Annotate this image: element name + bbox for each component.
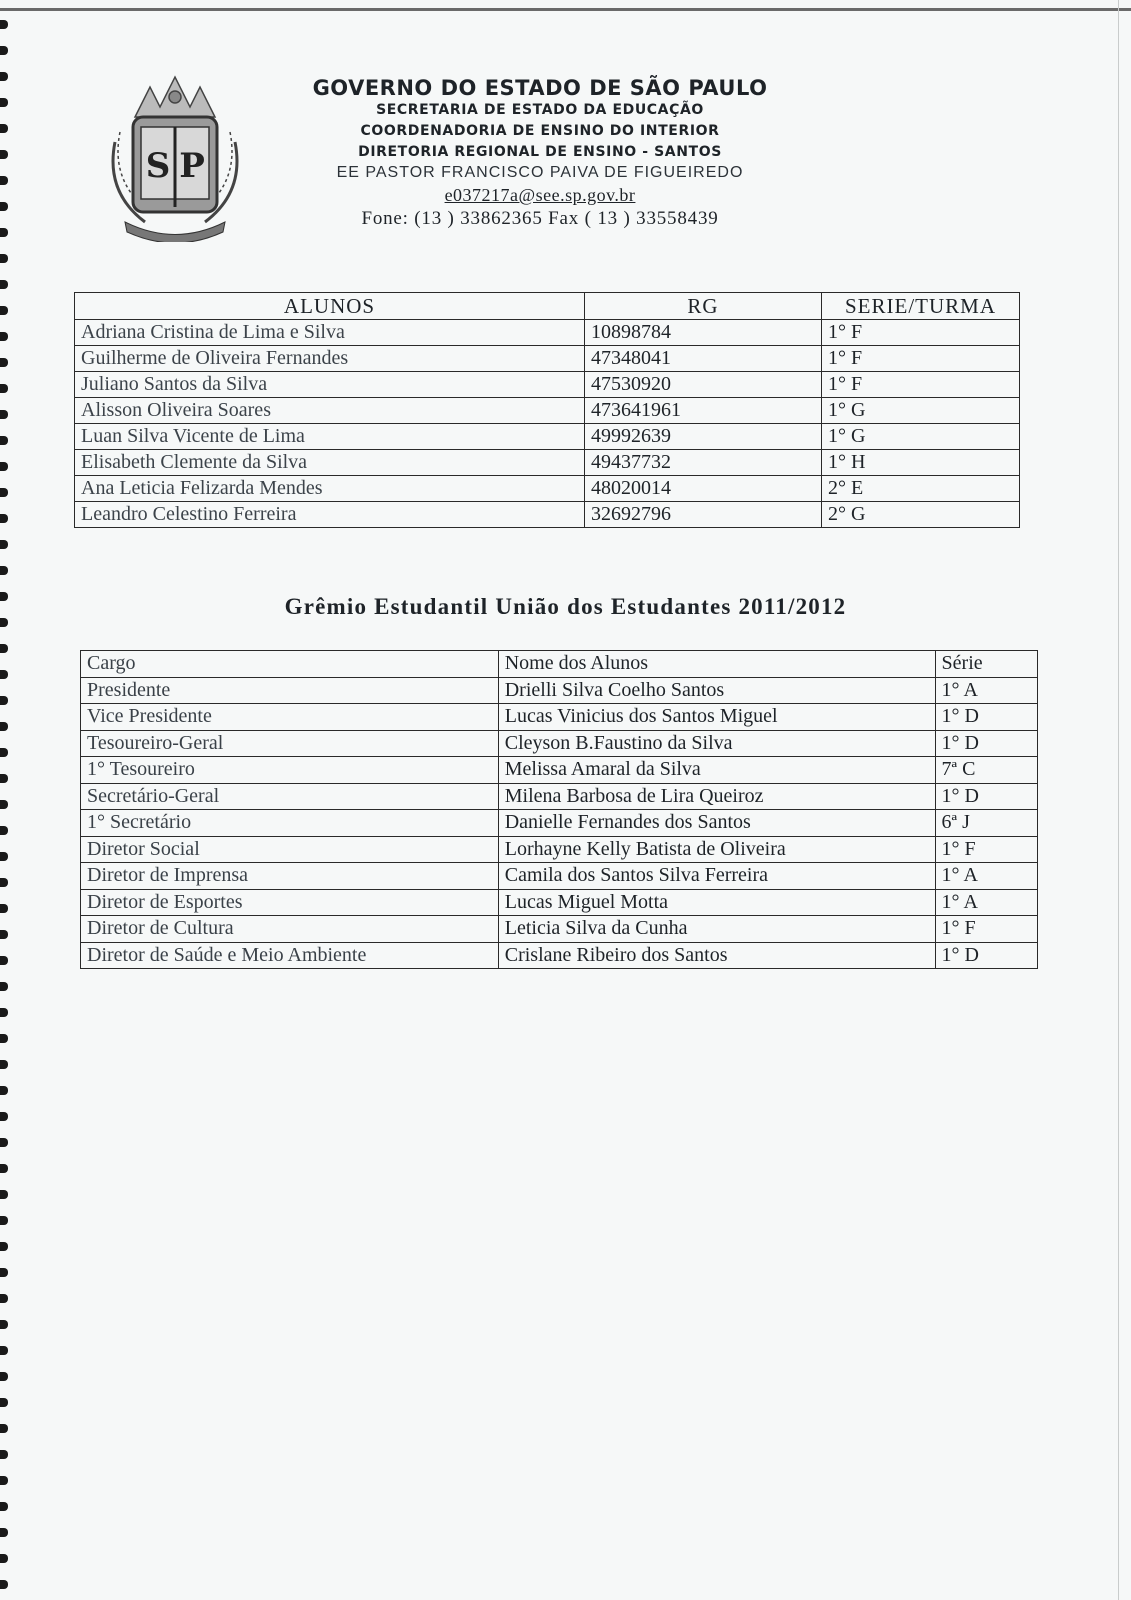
col-header-rg: RG xyxy=(585,293,822,320)
member-name: Drielli Silva Coelho Santos xyxy=(498,677,935,704)
binding-holes xyxy=(0,0,8,1600)
directorate-line: DIRETORIA REGIONAL DE ENSINO - SANTOS xyxy=(358,144,722,160)
col-header-serie: Série xyxy=(935,651,1037,678)
member-grade: 1° D xyxy=(935,704,1037,731)
student-rg: 32692796 xyxy=(585,502,822,528)
member-role: 1° Tesoureiro xyxy=(81,757,499,784)
member-grade: 7ª C xyxy=(935,757,1037,784)
student-name: Guilherme de Oliveira Fernandes xyxy=(75,346,585,372)
svg-text:P: P xyxy=(179,146,205,186)
students-table xyxy=(74,292,1020,528)
table-row xyxy=(81,677,1038,704)
member-role: Diretor Social xyxy=(81,836,499,863)
col-header-nome: Nome dos Alunos xyxy=(498,651,935,678)
student-class: 1° H xyxy=(822,450,1020,476)
col-header-cargo: Cargo xyxy=(81,651,499,678)
member-grade: 1° A xyxy=(935,863,1037,890)
table-row xyxy=(75,450,1020,476)
member-name: Leticia Silva da Cunha xyxy=(498,916,935,943)
member-name: Camila dos Santos Silva Ferreira xyxy=(498,863,935,890)
svg-text:S: S xyxy=(145,146,171,186)
student-rg: 49992639 xyxy=(585,424,822,450)
student-name: Juliano Santos da Silva xyxy=(75,372,585,398)
student-class: 2° G xyxy=(822,502,1020,528)
table-row xyxy=(81,730,1038,757)
member-role: Diretor de Imprensa xyxy=(81,863,499,890)
student-rg: 10898784 xyxy=(585,320,822,346)
table-row xyxy=(75,424,1020,450)
member-grade: 1° A xyxy=(935,677,1037,704)
col-header-serie-turma: SERIE/TURMA xyxy=(822,293,1020,320)
student-class: 1° G xyxy=(822,424,1020,450)
member-name: Cleyson B.Faustino da Silva xyxy=(498,730,935,757)
gremio-table xyxy=(80,650,1038,969)
member-grade: 1° F xyxy=(935,916,1037,943)
table-row xyxy=(81,863,1038,890)
col-header-alunos: ALUNOS xyxy=(75,293,585,320)
student-name: Ana Leticia Felizarda Mendes xyxy=(75,476,585,502)
table-row xyxy=(75,476,1020,502)
member-grade: 1° F xyxy=(935,836,1037,863)
table-row xyxy=(75,398,1020,424)
member-grade: 1° D xyxy=(935,942,1037,969)
member-grade: 1° D xyxy=(935,730,1037,757)
student-rg: 49437732 xyxy=(585,450,822,476)
gremio-title: Grêmio Estudantil União dos Estudantes 2011/2012 xyxy=(284,594,847,619)
member-name: Milena Barbosa de Lira Queiroz xyxy=(498,783,935,810)
student-name: Luan Silva Vicente de Lima xyxy=(75,424,585,450)
student-rg: 473641961 xyxy=(585,398,822,424)
member-role: Vice Presidente xyxy=(81,704,499,731)
member-name: Lucas Vinicius dos Santos Miguel xyxy=(498,704,935,731)
table-row xyxy=(81,836,1038,863)
student-rg: 47530920 xyxy=(585,372,822,398)
student-class: 2° E xyxy=(822,476,1020,502)
table-row xyxy=(81,704,1038,731)
student-name: Adriana Cristina de Lima e Silva xyxy=(75,320,585,346)
member-name: Danielle Fernandes dos Santos xyxy=(498,810,935,837)
member-role: Tesoureiro-Geral xyxy=(81,730,499,757)
sao-paulo-coat-of-arms-icon xyxy=(105,72,245,242)
table-row xyxy=(75,320,1020,346)
coordination-line: COORDENADORIA DE ENSINO DO INTERIOR xyxy=(360,123,720,139)
table-row xyxy=(75,502,1020,528)
table-row xyxy=(81,757,1038,784)
student-class: 1° G xyxy=(822,398,1020,424)
member-role: Diretor de Cultura xyxy=(81,916,499,943)
member-grade: 1° A xyxy=(935,889,1037,916)
member-role: Diretor de Esportes xyxy=(81,889,499,916)
table-row xyxy=(81,810,1038,837)
table-row xyxy=(81,942,1038,969)
member-name: Melissa Amaral da Silva xyxy=(498,757,935,784)
secretariat-line: SECRETARIA DE ESTADO DA EDUCAÇÃO xyxy=(376,102,704,118)
top-border xyxy=(0,8,1131,11)
right-border xyxy=(1118,0,1119,1600)
table-row xyxy=(81,783,1038,810)
student-name: Alisson Oliveira Soares xyxy=(75,398,585,424)
table-row xyxy=(75,346,1020,372)
student-name: Elisabeth Clemente da Silva xyxy=(75,450,585,476)
member-role: Diretor de Saúde e Meio Ambiente xyxy=(81,942,499,969)
school-phone: Fone: (13 ) 33862365 Fax ( 13 ) 33558439 xyxy=(361,208,719,229)
member-role: Presidente xyxy=(81,677,499,704)
member-role: 1° Secretário xyxy=(81,810,499,837)
member-role: Secretário-Geral xyxy=(81,783,499,810)
student-class: 1° F xyxy=(822,372,1020,398)
school-name: EE PASTOR FRANCISCO PAIVA DE FIGUEIREDO xyxy=(336,164,744,181)
students-table-header xyxy=(75,293,1020,320)
government-title: GOVERNO DO ESTADO DE SÃO PAULO xyxy=(312,76,768,100)
document-header xyxy=(280,72,800,231)
table-row xyxy=(81,916,1038,943)
member-grade: 6ª J xyxy=(935,810,1037,837)
member-grade: 1° D xyxy=(935,783,1037,810)
student-class: 1° F xyxy=(822,320,1020,346)
student-rg: 48020014 xyxy=(585,476,822,502)
member-name: Lucas Miguel Motta xyxy=(498,889,935,916)
student-class: 1° F xyxy=(822,346,1020,372)
member-name: Crislane Ribeiro dos Santos xyxy=(498,942,935,969)
gremio-table-header xyxy=(81,651,1038,678)
school-email: e037217a@see.sp.gov.br xyxy=(444,185,636,205)
table-row xyxy=(81,889,1038,916)
student-rg: 47348041 xyxy=(585,346,822,372)
member-name: Lorhayne Kelly Batista de Oliveira xyxy=(498,836,935,863)
table-row xyxy=(75,372,1020,398)
student-name: Leandro Celestino Ferreira xyxy=(75,502,585,528)
